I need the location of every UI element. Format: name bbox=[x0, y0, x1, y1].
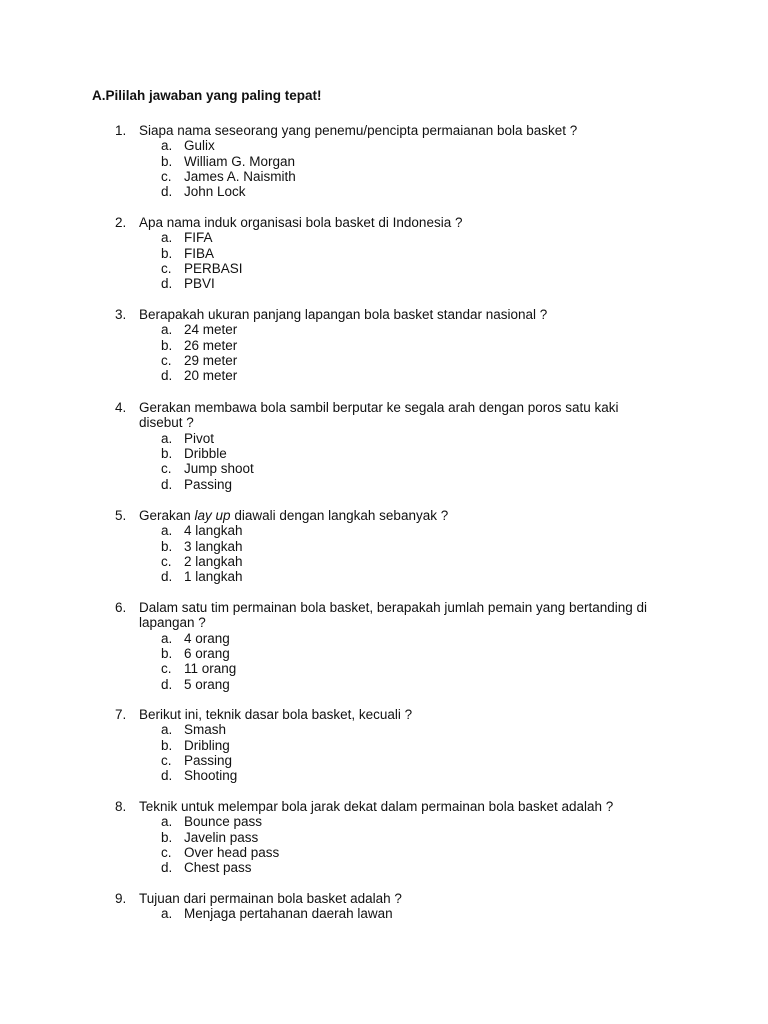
question-text-line: Dalam satu tim permainan bola basket, berapakah jumlah pemain yang bertanding di bbox=[139, 600, 648, 615]
question-text-line: Gerakan membawa bola sambil berputar ke segala arah dengan poros satu kaki bbox=[139, 400, 619, 415]
question-text bbox=[139, 215, 679, 230]
question-text-line: Teknik untuk melempar bola jarak dekat dalam permainan bola basket adalah ? bbox=[139, 799, 614, 814]
answer-option-letter: a. bbox=[161, 230, 173, 246]
answer-option bbox=[0, 906, 600, 921]
answer-option-text: Smash bbox=[184, 722, 227, 738]
answer-option-text: 11 orang bbox=[184, 661, 237, 677]
answer-option-letter: b. bbox=[161, 645, 173, 661]
answer-option bbox=[0, 446, 600, 461]
answer-option-letter: c. bbox=[161, 260, 172, 276]
answer-option-text: Gulix bbox=[184, 138, 215, 154]
answer-option-text: 2 langkah bbox=[184, 553, 243, 569]
answer-option-letter: d. bbox=[161, 860, 173, 876]
answer-option bbox=[0, 261, 600, 276]
question-text-line: Berapakah ukuran panjang lapangan bola basket standar nasional ? bbox=[139, 307, 548, 322]
answer-option-letter: c. bbox=[161, 168, 172, 184]
answer-option-letter: d. bbox=[161, 569, 173, 585]
question-text-line: Apa nama induk organisasi bola basket di Indonesia ? bbox=[139, 215, 463, 230]
answer-option-letter: a. bbox=[161, 814, 173, 830]
answer-option-letter: a. bbox=[161, 138, 173, 154]
answer-option-letter: c. bbox=[161, 752, 172, 768]
answer-option bbox=[0, 569, 600, 584]
question-text-line: Berikut ini, teknik dasar bola basket, kecuali ? bbox=[139, 707, 413, 722]
answer-option-text: 24 meter bbox=[184, 322, 238, 338]
question-text-segment: Gerakan bbox=[139, 508, 195, 523]
question-text-line: Siapa nama seseorang yang penemu/pencipta permaianan bola basket ? bbox=[139, 123, 578, 138]
answer-option bbox=[0, 677, 600, 692]
answer-option bbox=[0, 246, 600, 261]
answer-option bbox=[0, 830, 600, 845]
answer-option-text: Dribling bbox=[184, 737, 230, 753]
answer-option bbox=[0, 184, 600, 199]
question-text bbox=[139, 799, 679, 814]
answer-option-text: Chest pass bbox=[184, 860, 252, 876]
answer-option-text: FIFA bbox=[184, 230, 213, 246]
answer-option-letter: d. bbox=[161, 676, 173, 692]
answer-option-text: FIBA bbox=[184, 245, 215, 261]
answer-option bbox=[0, 554, 600, 569]
answer-option-text: 3 langkah bbox=[184, 538, 243, 554]
answer-option bbox=[0, 477, 600, 492]
question-text bbox=[139, 600, 679, 631]
question-text-line: disebut ? bbox=[139, 415, 194, 431]
answer-option-text: 20 meter bbox=[184, 368, 238, 384]
answer-option bbox=[0, 539, 600, 554]
answer-option-text: 29 meter bbox=[184, 352, 238, 368]
question-number: 6. bbox=[115, 600, 127, 615]
answer-option bbox=[0, 276, 600, 291]
answer-option bbox=[0, 461, 600, 476]
answer-option-text: Pivot bbox=[184, 430, 215, 446]
question-text-line: Tujuan dari permainan bola basket adalah ? bbox=[139, 891, 402, 906]
question-number: 5. bbox=[115, 508, 127, 523]
question-number: 1. bbox=[115, 123, 127, 138]
answer-option-text: 1 langkah bbox=[184, 569, 243, 585]
answer-option-letter: a. bbox=[161, 430, 173, 446]
answer-option bbox=[0, 431, 600, 446]
answer-option-letter: b. bbox=[161, 445, 173, 461]
answer-option-letter: a. bbox=[161, 630, 173, 646]
answer-option-text: John Lock bbox=[184, 184, 246, 200]
question-number: 3. bbox=[115, 307, 127, 322]
answer-option bbox=[0, 661, 600, 676]
answer-option-letter: c. bbox=[161, 352, 172, 368]
answer-option bbox=[0, 646, 600, 661]
answer-option-letter: d. bbox=[161, 368, 173, 384]
answer-option-letter: c. bbox=[161, 553, 172, 569]
answer-option bbox=[0, 154, 600, 169]
answer-option bbox=[0, 860, 600, 875]
question-number: 2. bbox=[115, 215, 127, 230]
question-number: 8. bbox=[115, 799, 127, 814]
answer-option bbox=[0, 353, 600, 368]
answer-option bbox=[0, 368, 600, 383]
answer-option-letter: b. bbox=[161, 245, 173, 261]
answer-option bbox=[0, 738, 600, 753]
question-text-segment: diawali dengan langkah sebanyak ? bbox=[230, 508, 449, 523]
answer-option-text: William G. Morgan bbox=[184, 153, 296, 169]
answer-option-letter: c. bbox=[161, 661, 172, 677]
answer-option-text: Passing bbox=[184, 476, 233, 492]
answer-option-letter: d. bbox=[161, 768, 173, 784]
answer-option-text: Menjaga pertahanan daerah lawan bbox=[184, 906, 393, 922]
answer-option-text: 4 langkah bbox=[184, 523, 243, 539]
question-number: 9. bbox=[115, 891, 127, 906]
answer-option-letter: b. bbox=[161, 538, 173, 554]
answer-option-letter: a. bbox=[161, 523, 173, 539]
answer-option-letter: b. bbox=[161, 737, 173, 753]
answer-option-text: 4 orang bbox=[184, 630, 230, 646]
answer-option-text: James A. Naismith bbox=[184, 168, 296, 184]
answer-option bbox=[0, 322, 600, 337]
question-text-line: lapangan ? bbox=[139, 615, 206, 631]
answer-option bbox=[0, 338, 600, 353]
answer-option bbox=[0, 845, 600, 860]
answer-option-text: Dribble bbox=[184, 445, 227, 461]
answer-option-text: Javelin pass bbox=[184, 829, 259, 845]
answer-option-letter: d. bbox=[161, 184, 173, 200]
answer-option bbox=[0, 768, 600, 783]
answer-option-letter: c. bbox=[161, 844, 172, 860]
answer-option-text: 6 orang bbox=[184, 645, 230, 661]
answer-option bbox=[0, 722, 600, 737]
answer-option-letter: d. bbox=[161, 276, 173, 292]
answer-option bbox=[0, 753, 600, 768]
question-number: 4. bbox=[115, 400, 127, 415]
answer-option-text: Bounce pass bbox=[184, 814, 263, 830]
answer-option bbox=[0, 230, 600, 245]
answer-option-text: Over head pass bbox=[184, 844, 280, 860]
answer-option-text: 5 orang bbox=[184, 676, 230, 692]
question-number: 7. bbox=[115, 707, 127, 722]
question-text bbox=[139, 307, 679, 322]
section-heading: A.Pililah jawaban yang paling tepat! bbox=[92, 88, 322, 103]
answer-option-letter: a. bbox=[161, 322, 173, 338]
question-text bbox=[139, 400, 679, 431]
answer-option bbox=[0, 814, 600, 829]
answer-option bbox=[0, 138, 600, 153]
answer-option-letter: a. bbox=[161, 906, 173, 922]
answer-option-text: Shooting bbox=[184, 768, 238, 784]
question-text bbox=[139, 891, 679, 906]
answer-option-letter: b. bbox=[161, 153, 173, 169]
question-text bbox=[139, 508, 679, 523]
answer-option-letter: c. bbox=[161, 461, 172, 477]
answer-option bbox=[0, 169, 600, 184]
answer-option-letter: d. bbox=[161, 476, 173, 492]
answer-option-letter: b. bbox=[161, 337, 173, 353]
question-text-italic: lay up bbox=[194, 508, 231, 523]
question-text bbox=[139, 123, 679, 138]
answer-option-text: PERBASI bbox=[184, 260, 243, 276]
answer-option-letter: b. bbox=[161, 829, 173, 845]
question-text bbox=[139, 707, 679, 722]
answer-option-text: Jump shoot bbox=[184, 461, 254, 477]
answer-option-text: Passing bbox=[184, 752, 233, 768]
answer-option-text: PBVI bbox=[184, 276, 215, 292]
answer-option-letter: a. bbox=[161, 722, 173, 738]
answer-option-text: 26 meter bbox=[184, 337, 238, 353]
answer-option bbox=[0, 523, 600, 538]
answer-option bbox=[0, 631, 600, 646]
